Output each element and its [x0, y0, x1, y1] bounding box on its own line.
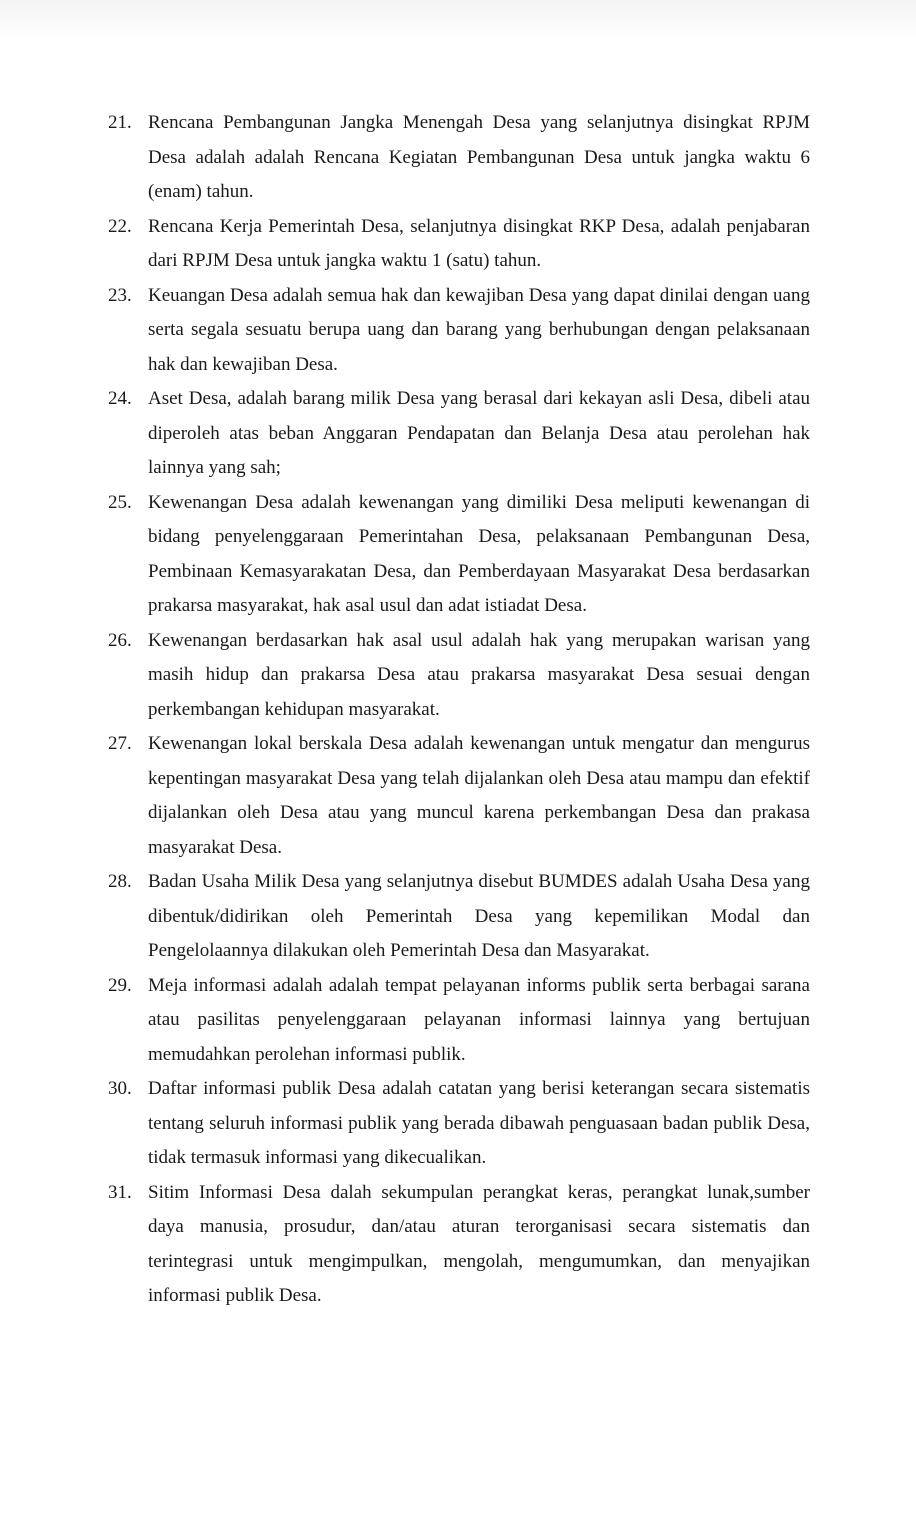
item-number: 30. — [108, 1078, 132, 1099]
item-text: Kewenangan Desa adalah kewenangan yang dimiliki Desa meliputi kewenangan di bidang penyelenggaraan Pemerintahan Desa, pelaksanaan Pembangunan Desa, Pembinaan Kemasyarakatan Desa, dan Pemberdayaan Masyarakat Desa berdasarkan prakarsa masyarakat, hak asal usul dan adat istiadat Desa. — [148, 491, 810, 616]
definition-item-29 — [108, 969, 810, 1073]
item-number: 25. — [108, 491, 132, 513]
item-text: Kewenangan lokal berskala Desa adalah kewenangan untuk mengatur dan mengurus kepentingan masyarakat Desa yang telah dijalankan oleh Desa atau mampu dan efektif dijalankan oleh Desa atau yang muncul karena perkembangan Desa dan prakasa masyarakat Desa. — [148, 733, 810, 858]
definition-item-22 — [108, 210, 810, 279]
item-text: Meja informasi adalah adalah tempat pelayanan informs publik serta berbagai sarana atau pasilitas penyelenggaraan pelayanan informasi lainnya yang bertujuan memudahkan perolehan informasi publik. — [148, 974, 810, 1065]
item-text: Badan Usaha Milik Desa yang selanjutnya disebut BUMDES adalah Usaha Desa yang dibentuk/didirikan oleh Pemerintah Desa yang kepemilikan Modal dan Pengelolaannya dilakukan oleh Pemerintah Desa dan Masyarakat. — [148, 871, 810, 961]
definition-item-28 — [108, 865, 810, 969]
definition-item-23 — [108, 279, 810, 383]
item-number: 28. — [108, 871, 132, 892]
item-text: Rencana Pembangunan Jangka Menengah Desa yang selanjutnya disingkat RPJM Desa adalah adalah Rencana Kegiatan Pembangunan Desa untuk jangka waktu 6 (enam) tahun. — [148, 112, 810, 202]
item-number: 24. — [108, 388, 132, 409]
item-number: 27. — [108, 733, 132, 754]
definition-item-21 — [108, 106, 810, 210]
item-number: 31. — [108, 1181, 132, 1203]
item-text: Sitim Informasi Desa dalah sekumpulan perangkat keras, perangkat lunak,sumber daya manusia, prosudur, dan/atau aturan terorganisasi secara sistematis dan terintegrasi untuk mengimpulkan, mengolah, mengumumkan, dan menyajikan informasi publik Desa. — [148, 1181, 810, 1306]
item-text: Kewenangan berdasarkan hak asal usul adalah hak yang merupakan warisan yang masih hidup dan prakarsa Desa atau prakarsa masyarakat Desa sesuai dengan perkembangan kehidupan masyarakat. — [148, 629, 810, 720]
item-text: Daftar informasi publik Desa adalah catatan yang berisi keterangan secara sistematis tentang seluruh informasi publik yang berada dibawah penguasaan badan publik Desa, tidak termasuk informasi yang dikecualikan. — [148, 1078, 810, 1168]
definition-item-24 — [108, 382, 810, 486]
definition-list — [108, 106, 810, 1314]
item-text: Aset Desa, adalah barang milik Desa yang berasal dari kekayan asli Desa, dibeli atau diperoleh atas beban Anggaran Pendapatan dan Belanja Desa atau perolehan hak lainnya yang sah; — [148, 388, 810, 478]
definition-item-26 — [108, 624, 810, 728]
item-text: Keuangan Desa adalah semua hak dan kewajiban Desa yang dapat dinilai dengan uang serta segala sesuatu berupa uang dan barang yang berhubungan dengan pelaksanaan hak dan kewajiban Desa. — [148, 284, 810, 375]
item-number: 22. — [108, 215, 132, 237]
item-number: 21. — [108, 112, 132, 133]
definition-item-31 — [108, 1176, 810, 1314]
item-number: 23. — [108, 284, 132, 306]
item-number: 26. — [108, 629, 132, 651]
item-number: 29. — [108, 974, 132, 996]
definition-item-25 — [108, 486, 810, 624]
item-text: Rencana Kerja Pemerintah Desa, selanjutnya disingkat RKP Desa, adalah penjabaran dari RPJM Desa untuk jangka waktu 1 (satu) tahun. — [148, 215, 810, 271]
definition-item-30 — [108, 1072, 810, 1176]
definition-item-27 — [108, 727, 810, 865]
